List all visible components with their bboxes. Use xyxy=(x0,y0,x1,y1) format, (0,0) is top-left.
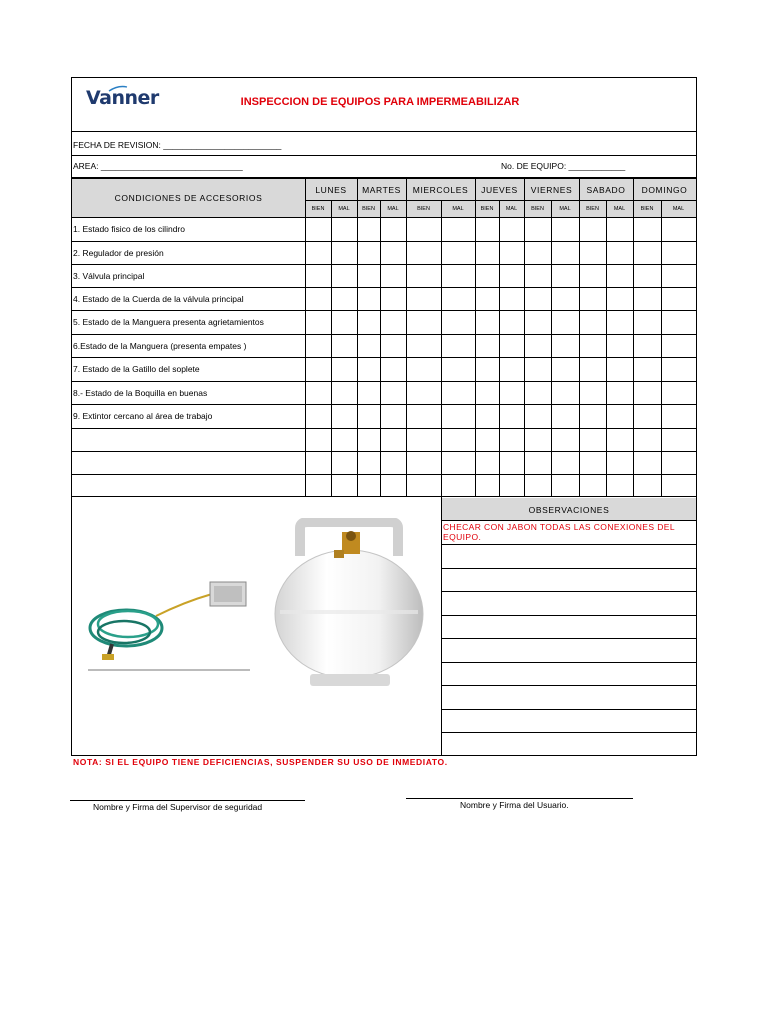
day-header-sabado: SABADO xyxy=(586,185,626,195)
mal-header: MAL xyxy=(505,206,518,212)
day-header-viernes: VIERNES xyxy=(530,185,573,195)
mal-header: MAL xyxy=(387,206,399,212)
checklist-item: 6.Estado de la Manguera (presenta empates ) xyxy=(73,341,247,351)
bien-header: BIEN xyxy=(362,206,375,212)
mal-header: MAL xyxy=(613,206,626,212)
bien-header: BIEN xyxy=(417,206,430,212)
mal-header: MAL xyxy=(672,206,685,212)
bien-header: BIEN xyxy=(480,206,494,212)
checklist-item: 8.- Estado de la Boquilla en buenas xyxy=(73,388,208,398)
checklist-item: 2. Regulador de presión xyxy=(73,248,164,258)
checklist-item: 1. Estado fisico de los cilindro xyxy=(73,224,185,234)
logo-swoosh-icon xyxy=(108,85,128,93)
observations-header: OBSERVACIONES xyxy=(528,505,610,515)
day-header-jueves: JUEVES xyxy=(481,185,518,195)
checklist-item: 4. Estado de la Cuerda de la válvula principal xyxy=(73,294,244,304)
checklist-item: 3. Válvula principal xyxy=(73,271,145,281)
observations-note: CHECAR CON JABON TODAS LAS CONEXIONES DEL EQUIPO. xyxy=(443,522,675,542)
day-header-miercoles: MIERCOLES xyxy=(412,185,469,195)
checklist-item: 5. Estado de la Manguera presenta agrietamientos xyxy=(73,317,264,327)
checklist-item: 7. Estado de la Gatillo del soplete xyxy=(73,364,200,374)
bien-header: BIEN xyxy=(531,206,544,212)
form-title: INSPECCION DE EQUIPOS PARA IMPERMEABILIZAR xyxy=(240,96,520,108)
torch-hose-image xyxy=(84,578,254,674)
day-header-lunes: LUNES xyxy=(315,185,347,195)
supervisor-signature-line[interactable] xyxy=(70,800,305,801)
mal-header: MAL xyxy=(338,206,350,212)
bien-header: BIEN xyxy=(640,206,654,212)
usuario-signature-line[interactable] xyxy=(406,798,633,799)
day-header-domingo: DOMINGO xyxy=(641,185,688,195)
supervisor-signature-label: Nombre y Firma del Supervisor de seguridad xyxy=(93,802,263,812)
fecha-revision-field[interactable]: FECHA DE REVISION: _________________________ xyxy=(73,140,282,150)
area-field[interactable]: AREA: ______________________________ xyxy=(73,161,243,171)
mal-header: MAL xyxy=(452,206,464,212)
company-logo: Vanner xyxy=(86,87,159,109)
propane-cylinder-image xyxy=(270,518,430,690)
warning-note: NOTA: SI EL EQUIPO TIENE DEFICIENCIAS, SUSPENDER SU USO DE INMEDIATO. xyxy=(73,757,448,767)
usuario-signature-label: Nombre y Firma del Usuario. xyxy=(460,800,569,810)
mal-header: MAL xyxy=(559,206,571,212)
conditions-header: CONDICIONES DE ACCESORIOS xyxy=(114,193,263,203)
equipo-number-field[interactable]: No. DE EQUIPO: ____________ xyxy=(501,161,626,171)
checklist-item: 9. Extintor cercano al área de trabajo xyxy=(73,411,213,421)
bien-header: BIEN xyxy=(311,206,325,212)
day-header-martes: MARTES xyxy=(362,185,401,195)
bien-header: BIEN xyxy=(586,206,599,212)
